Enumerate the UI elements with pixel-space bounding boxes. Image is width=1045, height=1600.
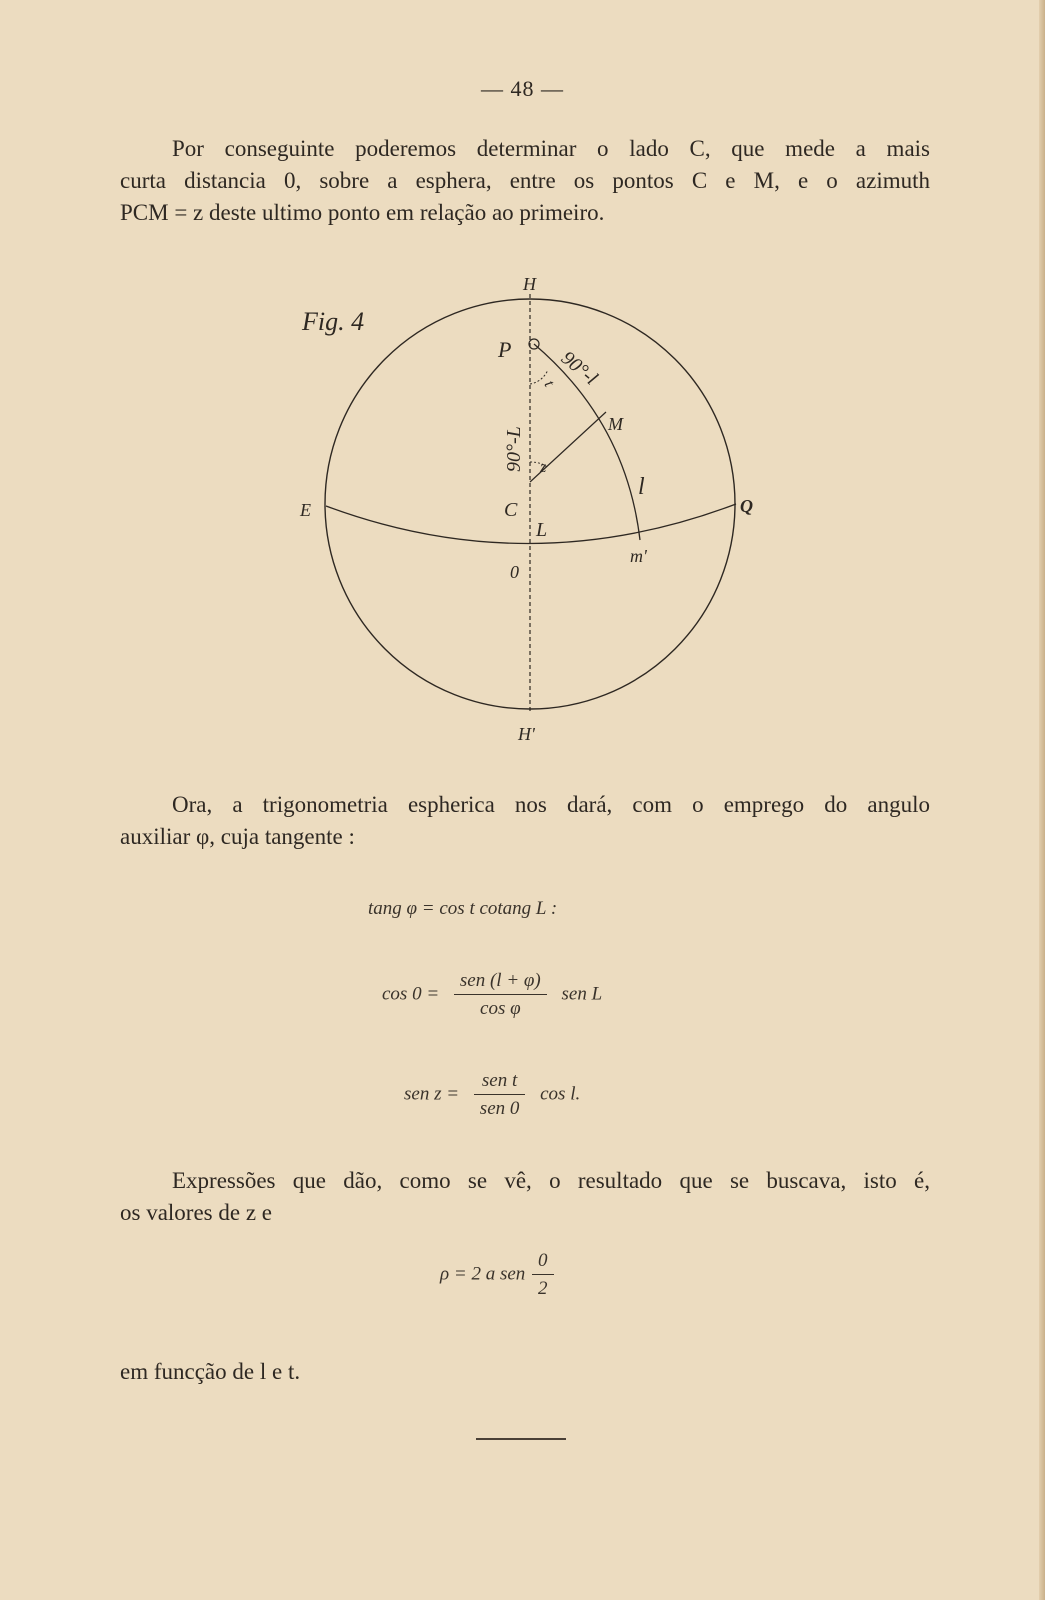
paragraph-line: PCM = z deste ultimo ponto em relação ao primeiro. — [120, 200, 605, 225]
paragraph-line: Por conseguinte poderemos determinar o lado C, que mede a mais — [172, 136, 930, 161]
paragraph-closing — [120, 1356, 930, 1388]
angle-t-arc — [530, 370, 548, 384]
label-h-prime: H' — [518, 724, 535, 744]
label-colatitude-arc: 90°-l — [556, 346, 602, 390]
label-p: P — [498, 337, 512, 362]
equation-cos — [382, 970, 602, 1020]
paragraph-intro — [120, 133, 930, 229]
fraction-denominator: 2 — [538, 1278, 548, 1299]
paragraph-expressions — [120, 1165, 930, 1229]
fraction — [454, 970, 547, 1020]
paragraph-line: Expressões que dão, como se vê, o resultado que se buscava, isto é, — [172, 1168, 930, 1193]
end-rule — [476, 1438, 566, 1440]
page-edge — [1039, 0, 1045, 1600]
label-colatitude: 90°-L — [503, 426, 525, 472]
paragraph-line: em funcção de l e t. — [120, 1359, 301, 1384]
label-l: L — [536, 519, 548, 541]
equation-sen — [404, 1070, 580, 1120]
label-z: z — [540, 459, 547, 476]
paragraph-line: auxiliar φ, cuja tangente : — [120, 824, 355, 849]
label-m-prime: m' — [630, 546, 647, 566]
label-e: E — [300, 500, 311, 520]
figure-4 — [290, 272, 780, 752]
page-number: — 48 — — [481, 76, 564, 101]
equation-rhs: cos l. — [540, 1083, 581, 1105]
fraction — [532, 1250, 554, 1300]
fraction-denominator: cos φ — [480, 998, 521, 1019]
equation-lhs: sen z = — [404, 1083, 460, 1105]
label-h: H — [523, 274, 536, 294]
equation-rhs: sen L — [561, 983, 603, 1005]
fraction-numerator: 0 — [532, 1250, 554, 1275]
paragraph-line: os valores de z e — [120, 1200, 272, 1225]
fraction — [474, 1070, 526, 1120]
equation-lhs: ρ = 2 a sen — [440, 1263, 526, 1285]
equation-rho — [440, 1250, 564, 1300]
label-t: t — [540, 377, 558, 390]
fraction-numerator: sen (l + φ) — [454, 970, 547, 995]
figure-caption: Fig. 4 — [302, 307, 365, 336]
paragraph-line: Ora, a trigonometria espherica nos dará, com o emprego do angulo — [172, 792, 930, 817]
label-m: M — [608, 414, 623, 434]
equation-lhs: cos 0 = — [382, 983, 440, 1005]
fraction-denominator: sen 0 — [479, 1098, 520, 1119]
paragraph-line: curta distancia 0, sobre a esphera, entre os pontos C e M, e o azimuth — [120, 168, 930, 193]
label-q: Q — [740, 496, 753, 516]
label-l-arc: l — [638, 474, 645, 500]
equator-curve — [326, 504, 736, 544]
fraction-numerator: sen t — [474, 1070, 526, 1095]
celestial-sphere-diagram — [290, 272, 780, 752]
paragraph-trig — [120, 789, 930, 853]
label-c: C — [504, 499, 518, 521]
equation-tang: tang φ = cos t cotang L : — [368, 898, 558, 919]
label-o: 0 — [510, 562, 519, 582]
